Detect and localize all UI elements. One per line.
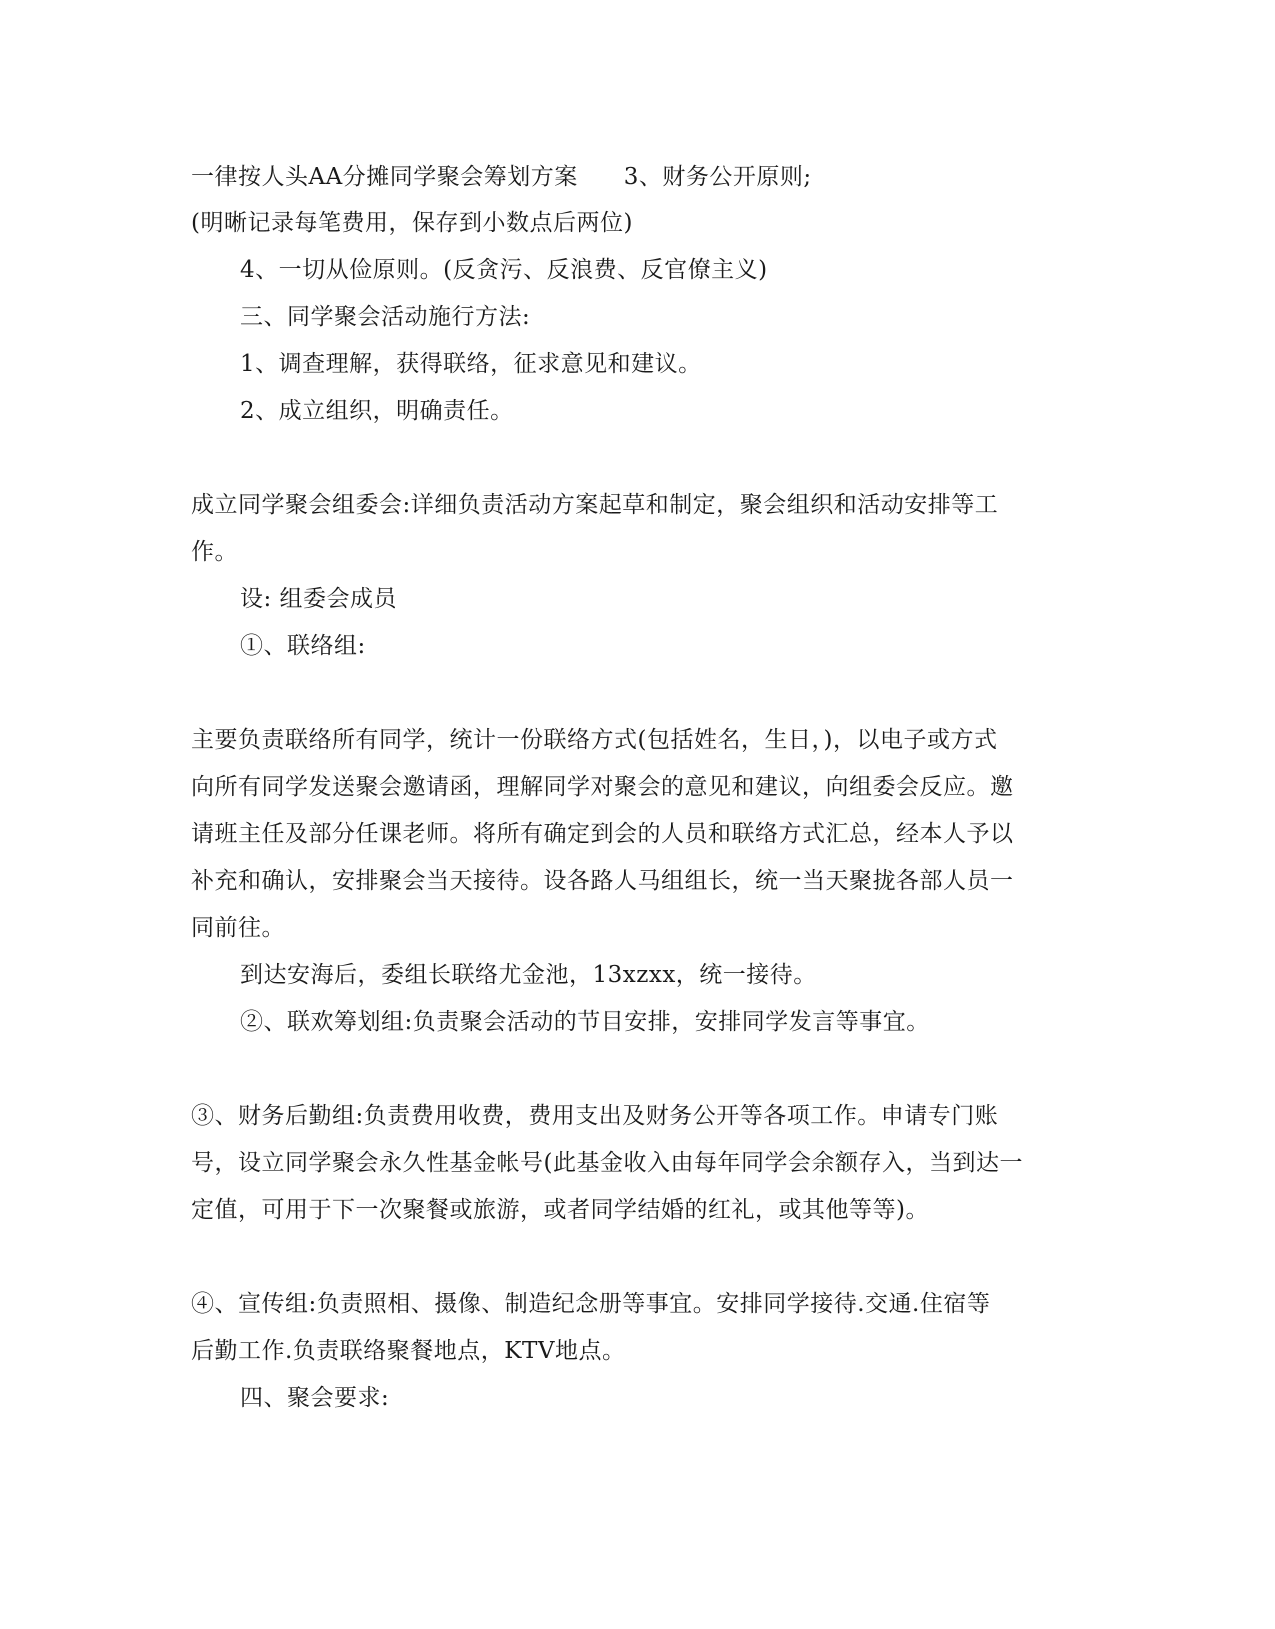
paragraph-publicity-line-2: 后勤工作.负责联络聚餐地点，KTV地点。 [191,1338,626,1364]
section-heading-methods: 三、同学聚会活动施行方法: [240,304,531,330]
paragraph-committee-line-2: 作。 [191,539,238,565]
text-line-aa-split [191,162,812,192]
paragraph-finance-line-1: ③、财务后勤组:负责费用收费，费用支出及财务公开等各项工作。申请专门账 [191,1103,999,1129]
text-line-survey: 1、调查理解，获得联络，征求意见和建议。 [240,351,702,377]
paragraph-liaison-line-5: 同前往。 [191,915,285,941]
text-segment-aa-split: 一律按人头AA分摊同学聚会筹划方案 [191,164,578,190]
text-line-record-fees: (明晰记录每笔费用，保存到小数点后两位) [191,210,633,236]
paragraph-liaison-line-2: 向所有同学发送聚会邀请函，理解同学对聚会的意见和建议，向组委会反应。邀 [191,774,1014,800]
paragraph-liaison-line-3: 请班主任及部分任课老师。将所有确定到会的人员和联络方式汇总，经本人予以 [191,821,1014,847]
text-line-arrival: 到达安海后，委组长联络尤金池，13xzxx，统一接待。 [240,962,817,988]
paragraph-finance-line-2: 号，设立同学聚会永久性基金帐号(此基金收入由每年同学会余额存入，当到达一 [191,1150,1023,1176]
paragraph-liaison-line-4: 补充和确认，安排聚会当天接待。设各路人马组组长，统一当天聚拢各部人员一 [191,868,1014,894]
text-line-frugal-principle: 4、一切从俭原则。(反贪污、反浪费、反官僚主义) [240,257,768,283]
text-line-party-planning-group: ②、联欢筹划组:负责聚会活动的节目安排，安排同学发言等事宜。 [240,1009,930,1035]
text-segment-financial-open: 3、财务公开原则; [623,164,812,190]
text-line-committee-members: 设: 组委会成员 [240,586,398,612]
paragraph-liaison-line-1: 主要负责联络所有同学，统计一份联络方式(包括姓名，生日，)，以电子或方式 [191,727,998,753]
text-line-organize: 2、成立组织，明确责任。 [240,398,514,424]
text-line-liaison-group: ①、联络组: [240,633,366,659]
paragraph-finance-line-3: 定值，可用于下一次聚餐或旅游，或者同学结婚的红礼，或其他等等)。 [191,1197,929,1223]
paragraph-publicity-line-1: ④、宣传组:负责照相、摄像、制造纪念册等事宜。安排同学接待.交通.住宿等 [191,1291,991,1317]
paragraph-committee-line-1: 成立同学聚会组委会:详细负责活动方案起草和制定，聚会组织和活动安排等工 [191,492,999,518]
section-heading-requirements: 四、聚会要求: [240,1385,390,1411]
